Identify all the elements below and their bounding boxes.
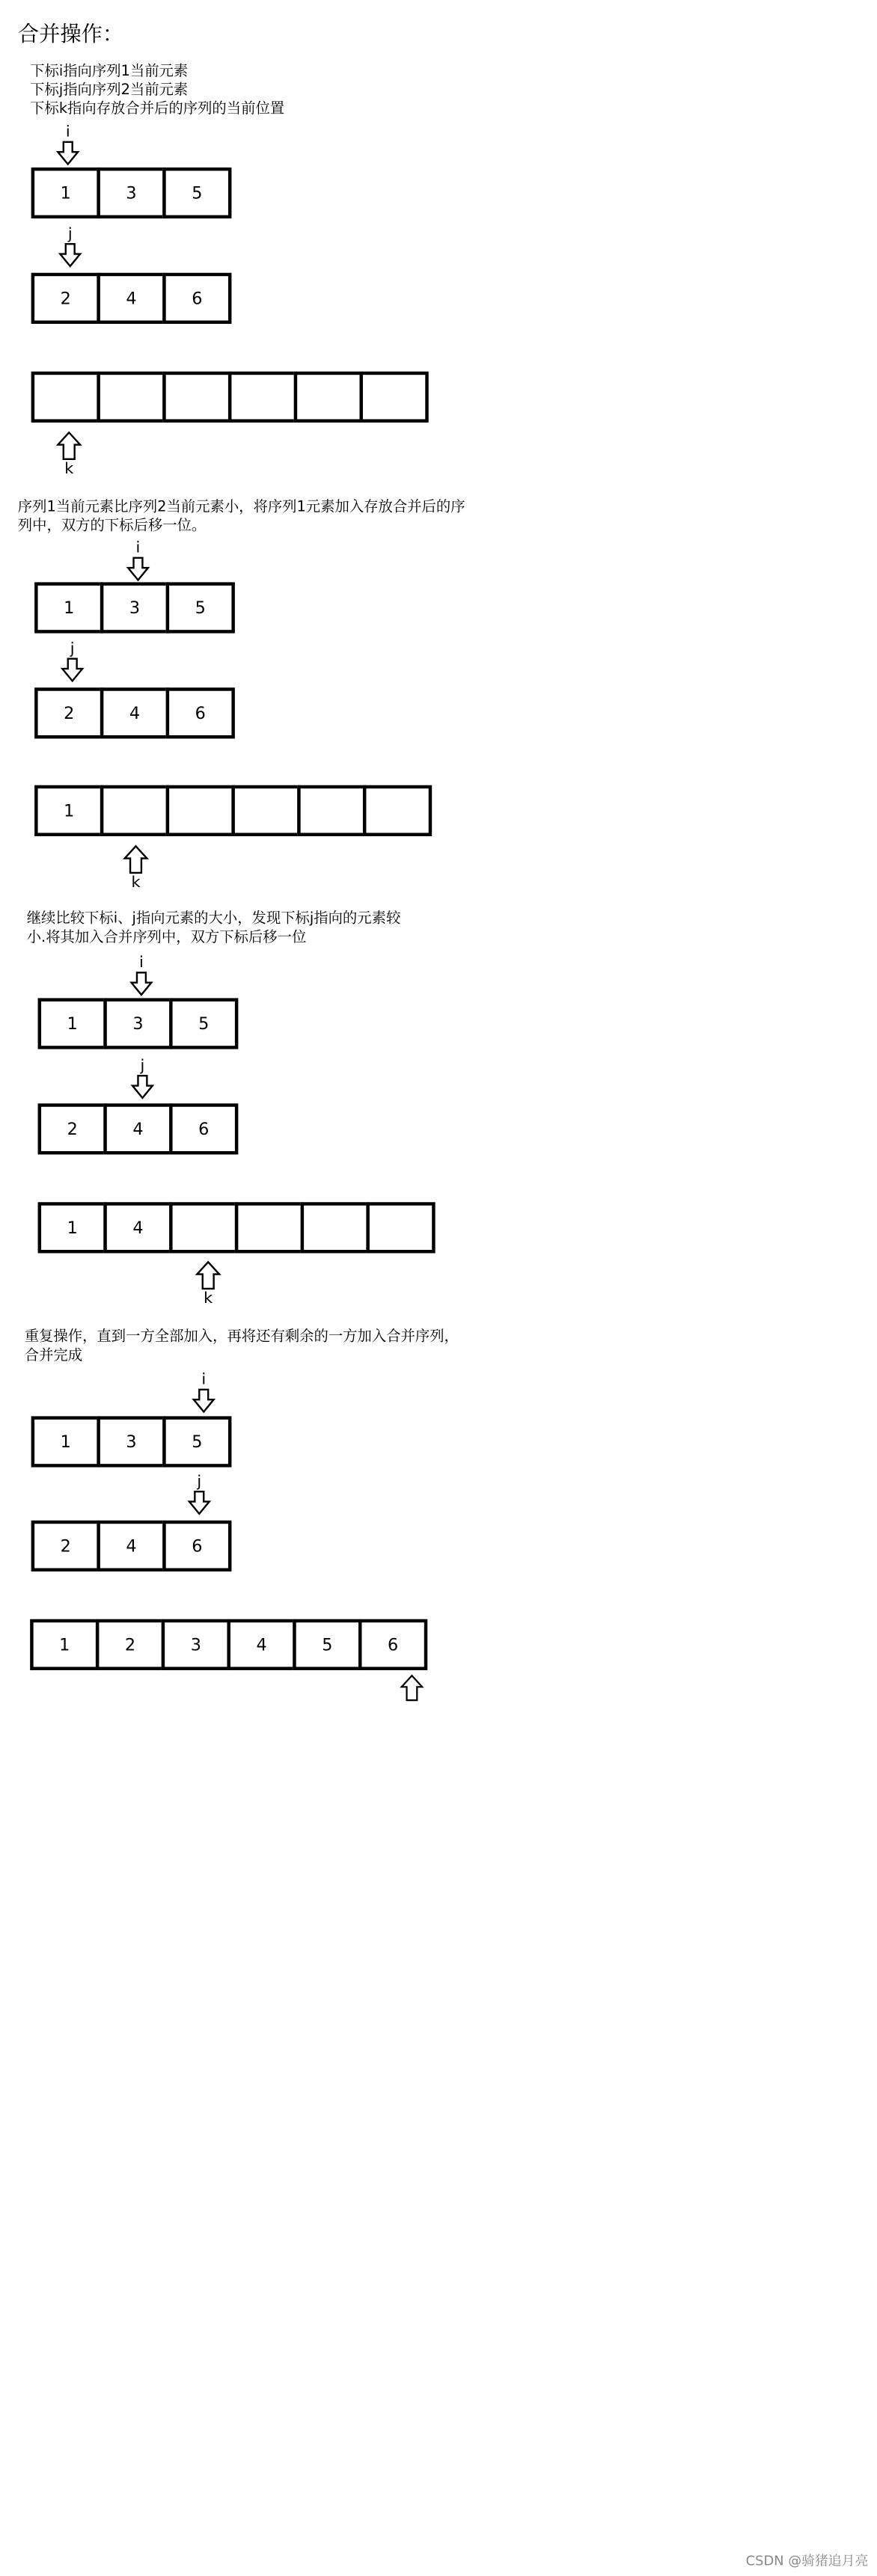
seq1-cell: 3: [103, 998, 172, 1049]
down-arrow-icon: [130, 972, 153, 996]
pointer-k: [123, 845, 150, 892]
merged-cell: 4: [103, 1202, 172, 1253]
pointer-i-label: i: [135, 539, 141, 557]
down-arrow-icon: [192, 1388, 215, 1413]
seq1-cell: 3: [100, 582, 169, 633]
seq2-cell: 6: [162, 1521, 231, 1571]
up-arrow-icon: [123, 845, 148, 874]
seq2-cell: 6: [169, 1103, 238, 1154]
seq2-cell: 2: [38, 1103, 107, 1154]
sequence-1: [31, 168, 232, 218]
pointer-j-label: j: [197, 1473, 202, 1491]
pointer-i: [55, 123, 82, 165]
step-1-desc-1: 下标i指向序列1当前元素: [30, 63, 189, 80]
seq1-cell: 3: [97, 168, 165, 218]
merged-cell: [363, 785, 432, 836]
merged-cell: 5: [293, 1619, 361, 1670]
down-arrow-icon: [132, 1075, 154, 1100]
seq1-cell: 3: [97, 1416, 165, 1467]
pointer-j: [186, 1473, 213, 1515]
merged-cell: 4: [227, 1619, 296, 1670]
sequence-1: [34, 582, 235, 633]
pointer-k-label: k: [131, 874, 141, 892]
pointer-k: [195, 1261, 221, 1307]
pointer-j: [129, 1057, 156, 1099]
step-3-desc-2: 小.将其加入合并序列中，双方下标后移一位: [26, 929, 307, 946]
step-2-desc-2: 列中，双方的下标后移一位。: [17, 518, 207, 535]
seq2-cell: 6: [166, 687, 235, 738]
seq1-cell: 1: [34, 582, 103, 633]
merged-cell: [169, 1202, 238, 1253]
pointer-j: [57, 225, 84, 267]
up-arrow-icon: [400, 1675, 424, 1702]
down-arrow-icon: [59, 243, 82, 268]
seq2-cell: 2: [34, 687, 103, 738]
seq1-cell: 5: [162, 168, 231, 218]
watermark: CSDN @骑猪追月亮: [745, 2553, 869, 2569]
merged-cell: [235, 1202, 304, 1253]
merged-cell: 6: [358, 1619, 427, 1670]
down-arrow-icon: [127, 556, 150, 581]
merged-cell: 1: [34, 785, 103, 836]
merged-cell: [297, 785, 366, 836]
merged-cell: [228, 372, 297, 423]
step-2-desc-1: 序列1当前元素比序列2当前元素小，将序列1元素加入存放合并后的序: [17, 499, 465, 516]
step-4-desc-1: 重复操作，直到一方全部加入，再将还有剩余的一方加入合并序列，: [24, 1328, 459, 1346]
merged-cell: 3: [162, 1619, 230, 1670]
merged-cell: [294, 372, 363, 423]
merged-sequence: [38, 1202, 436, 1253]
merged-cell: [166, 785, 235, 836]
pointer-i-label: i: [201, 1370, 207, 1389]
sequence-2: [31, 273, 232, 324]
seq2-cell: 4: [97, 1521, 165, 1571]
seq1-cell: 5: [162, 1416, 231, 1467]
seq2-cell: 4: [100, 687, 169, 738]
seq2-cell: 4: [97, 273, 165, 324]
sequence-2: [34, 687, 235, 738]
step-1-desc-3: 下标k指向存放合并后的序列的当前位置: [30, 100, 285, 118]
pointer-i-label: i: [139, 954, 144, 972]
pointer-k: [399, 1675, 426, 1702]
step-4-desc-2: 合并完成: [24, 1347, 83, 1364]
pointer-k: [55, 432, 82, 478]
seq1-cell: 1: [38, 998, 107, 1049]
sequence-1: [31, 1416, 232, 1467]
merged-sequence: [31, 372, 429, 423]
seq1-cell: 5: [169, 998, 238, 1049]
step-1-desc-2: 下标j指向序列2当前元素: [30, 82, 189, 99]
down-arrow-icon: [57, 141, 79, 165]
seq1-cell: 1: [31, 1416, 100, 1467]
merged-cell: [162, 372, 231, 423]
sequence-2: [31, 1521, 232, 1571]
merged-cell: 1: [30, 1619, 99, 1670]
down-arrow-icon: [188, 1491, 210, 1515]
merged-sequence: [34, 785, 432, 836]
merged-cell: [97, 372, 165, 423]
merged-sequence: [30, 1619, 427, 1670]
seq2-cell: 4: [103, 1103, 172, 1154]
up-arrow-icon: [57, 432, 82, 461]
merged-cell: [359, 372, 428, 423]
pointer-i: [125, 539, 152, 581]
pointer-j: [59, 640, 86, 682]
pointer-k-label: k: [64, 460, 74, 479]
pointer-i-label: i: [65, 123, 70, 141]
pointer-i: [128, 954, 155, 996]
merged-cell: 2: [96, 1619, 165, 1670]
seq2-cell: 6: [162, 273, 231, 324]
sequence-1: [38, 998, 239, 1049]
up-arrow-icon: [196, 1261, 221, 1290]
pointer-j-label: j: [67, 224, 73, 243]
merged-cell: 1: [38, 1202, 107, 1253]
down-arrow-icon: [61, 657, 84, 682]
merged-cell: [231, 785, 300, 836]
sequence-2: [38, 1103, 239, 1154]
step-3-desc-1: 继续比较下标i、j指向元素的大小，发现下标j指向的元素较: [26, 910, 401, 927]
seq1-cell: 5: [166, 582, 235, 633]
seq2-cell: 2: [31, 1521, 100, 1571]
pointer-j-label: j: [70, 640, 75, 658]
pointer-i: [190, 1371, 217, 1413]
seq2-cell: 2: [31, 273, 100, 324]
merged-cell: [366, 1202, 435, 1253]
pointer-j-label: j: [140, 1057, 145, 1075]
page-title: 合并操作：: [17, 22, 124, 47]
seq1-cell: 1: [31, 168, 100, 218]
merged-cell: [301, 1202, 370, 1253]
pointer-k-label: k: [204, 1289, 213, 1308]
merged-cell: [100, 785, 169, 836]
merged-cell: [31, 372, 100, 423]
